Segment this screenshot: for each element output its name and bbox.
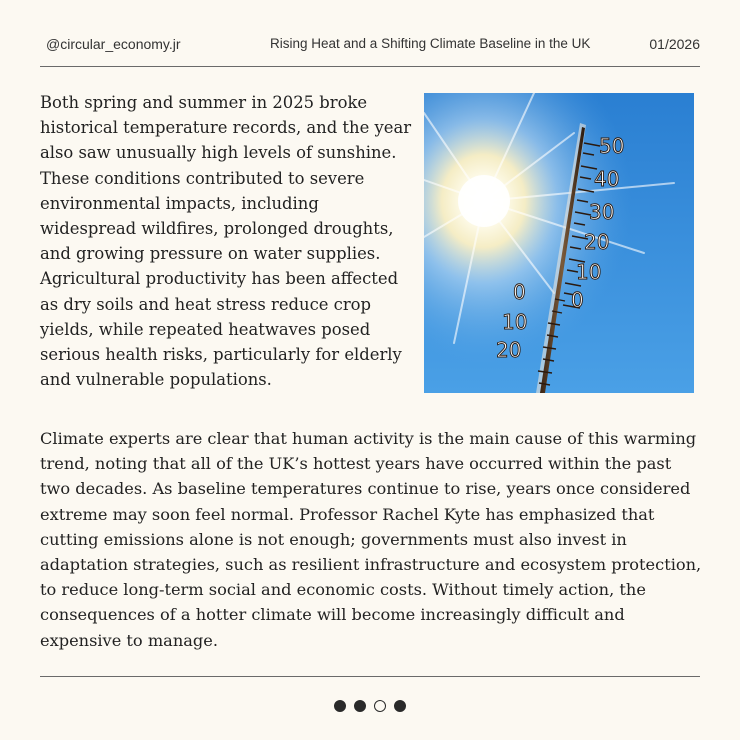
footer-divider bbox=[40, 676, 700, 677]
header-divider bbox=[40, 66, 700, 67]
scale-label: 0 bbox=[571, 288, 584, 312]
article-title: Rising Heat and a Shifting Climate Baseline in the UK bbox=[270, 36, 591, 51]
thermometer-sun-photo bbox=[424, 93, 694, 393]
issue-date: 01/2026 bbox=[649, 36, 700, 52]
scale-label: 40 bbox=[594, 167, 620, 191]
article-paragraph-2: Climate experts are clear that human activity is the main cause of this warming trend, noting that all of the UK’s hottest years have occurred within the past two decades. As baseline temperatures continue to rise, years once considered extreme may soon feel normal. Professor Rachel Kyte has emphasized that cutting emissions alone is not enough; governments must also invest in adaptation strategies, such as resilient infrastructure and ecosystem protection, to reduce long-term social and economic costs. Without timely action, the consequences of a hotter climate will become increasingly difficult and expensive to manage. bbox=[40, 429, 702, 650]
page-dot-1[interactable] bbox=[334, 700, 346, 712]
scale-label: 30 bbox=[589, 200, 615, 224]
scale-label: 10 bbox=[576, 260, 602, 284]
pagination-dots bbox=[334, 700, 408, 714]
scale-label: 20 bbox=[496, 338, 522, 362]
scale-label: 0 bbox=[513, 280, 526, 304]
scale-label: 50 bbox=[599, 134, 625, 158]
article-paragraph-1: Both spring and summer in 2025 broke historical temperature records, and the year also saw unusually high levels of sunshine. These conditions contributed to severe environmental impacts, including widespread wildfires, prolonged droughts, and growing pressure on water supplies. Agricultural productivity has been affected as dry soils and heat stress reduce crop yields, while repeated heatwaves posed serious health risks, particularly for elderly and vulnerable populations. bbox=[40, 93, 412, 390]
scale-label: 20 bbox=[584, 230, 610, 254]
page-dot-4[interactable] bbox=[394, 700, 406, 712]
page-header bbox=[40, 36, 700, 58]
scale-label: 10 bbox=[502, 310, 528, 334]
page-dot-3-current[interactable] bbox=[374, 700, 386, 712]
thermometer-image bbox=[424, 93, 694, 393]
page-dot-2[interactable] bbox=[354, 700, 366, 712]
account-handle: @circular_economy.jr bbox=[46, 36, 181, 52]
